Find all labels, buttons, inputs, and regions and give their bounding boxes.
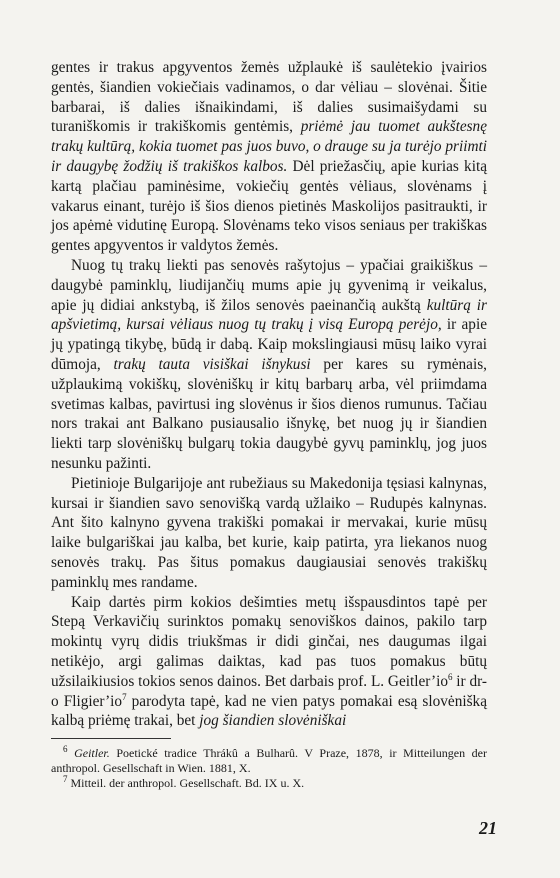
paragraph-3 [51,474,487,593]
italic-segment: trakų tauta visiškai išnykusi [113,355,311,373]
footnote-divider [51,738,171,739]
body-text [51,58,487,731]
paragraph-4 [51,593,487,732]
text-segment: Poetické tradice Thrákû a Bulharû. V Praze, 1878, ir Mitteilungen der anthropol. Gesellschaft in Wien. 1881, X. [51,746,487,775]
text-segment: Kaip dartės pirm kokios dešimties metų išspausdintos tapė per Stepą Verkavičių surinktos pomakų senoviškos dainos, pakilo tarp mokintų vyrų didis triukšmas ir didi ginčai, nes daugumas ilgai netikėjo, argi galimas daiktas, kad pas tuos pomakus būtų užsilaikiusios tokios senos dainos. Bet darbais prof. L. Geitler’io [51,593,487,690]
footnote-ref: 7 [63,774,68,784]
footnote-ref: 6 [63,744,68,754]
text-segment: Mitteil. der anthropol. Gesellschaft. Bd. IX u. X. [67,776,305,790]
footnotes [51,746,487,791]
footnote-ref: 6 [447,671,453,682]
text-segment: gentes ir trakus apgyventos žemės užplaukė iš saulėtekio įvairios gentės, šiandien vokiečiais vadinamos, o dar vėliau – slovėnai. Šitie barbarai, iš dalies išnaikindami, iš dalies susimaišydami su turaniškomis ir trakiškomis gentėmis, [51,59,487,136]
page-number: 21 [479,818,497,838]
text-segment: ir apie jų ypatingą tikybę, būdą ir dabą. Kaip mokslingiausi mūsų laiko vyrai dūmoja, [51,316,487,373]
text-segment: parodyta tapė, kad ne vien patys pomakai esą slovėnišką kalbą priėmę trakai, bet [51,692,487,730]
paragraph-1 [51,58,487,256]
italic-segment: Geitler. [67,746,110,760]
text-segment: Nuog tų trakų liekti pas senovės rašytojus – ypačiai graikiškus – daugybė paminklų, liudijančių mums apie jų gyvenimą ir veikalus, apie jų didiai ankstybą, iš žilos senovės paeinančią aukštą [51,256,487,314]
footnote-7 [51,776,487,791]
italic-segment: jog šiandien slovėniškai [199,712,347,730]
footnote-6 [51,746,487,776]
text-segment: per kares su rymėnais, užplaukimą vokiškų, slovėniškų ir kitų barbarų arba, vėl priimdama svetimas kalbas, pavirtusi ing slovėnus ir šios dienos rumunus. Tačiau nors trakai ant Balkano pusiausalio išnykę, bet nuog jų ir šiandien liekti tarp slovėniškų bulgarų tokia daugybė gyvų paminklų, jog juos nesunku pažinti. [51,355,487,472]
text-segment: ir dr-o Fligier’io [51,672,487,710]
footnote-ref: 7 [122,691,127,702]
text-segment: Dėl priežasčių, apie kurias kitą kartą plačiau paminėsime, vokiečių gentės vėliaus, slovėnams į vakarus einant, turėjo iš šios dienos pietinės Maskolijos pasitraukti, ir jos apėmė vidutinę Europą. Slovėnams teko visos seniaus per trakiškas gentes apgyventos ir valdytos žemės. [51,157,487,255]
text-segment: Pietinioje Bulgarijoje ant rubežiaus su Makedonija tęsiasi kalnynas, kursai ir šiandien savo senovišką vardą užlaiko – Rudupės kalnynas. Ant šito kalnyno gyvena trakiški pomakai ir mervakai, kurie mūsų laike bulgariškai jau kalba, bet kurie, kaip patirta, yra liekanos nuog senovės trakų. Pas šitus pomakus daugiausiai senovės trakiškų paminklų mes randame. [51,474,487,591]
italic-segment: priėmė jau tuomet aukštesnę trakų kultūrą, kokia tuomet pas juos buvo, o drauge su ja turėjo priimti ir daugybę žodžių iš trakiškos kalbos. [51,118,487,175]
italic-segment: kultūrą ir apšvietimą, kursai vėliaus nuog tų trakų į visą Europą perėjo, [51,296,487,334]
paragraph-2 [51,256,487,474]
